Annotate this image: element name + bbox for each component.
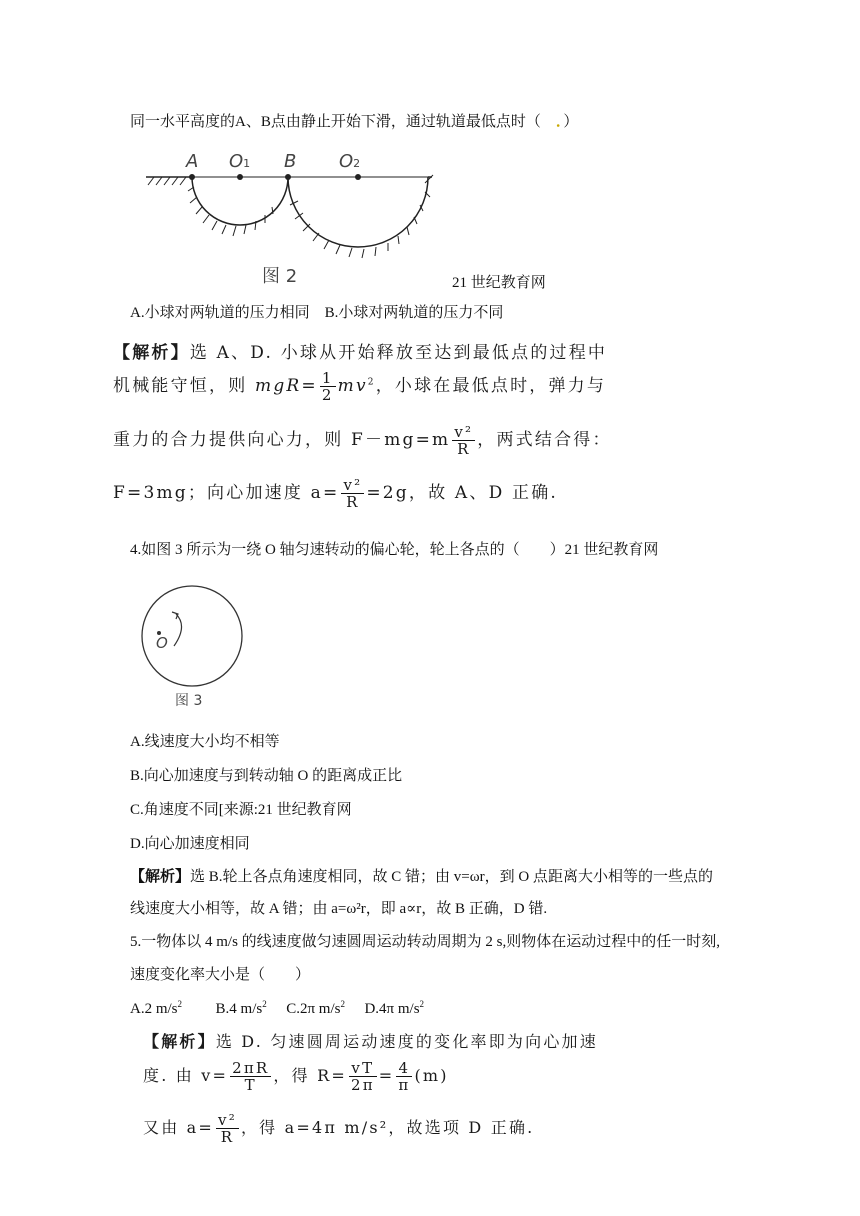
q3-frac-v2r-1-den: R bbox=[457, 440, 471, 458]
q5-analysis-line2 bbox=[143, 1060, 449, 1093]
q3-frac-half bbox=[320, 370, 336, 403]
q5-frac3-num: 4 bbox=[396, 1060, 412, 1077]
q5-frac1-num: 2πR bbox=[232, 1059, 270, 1077]
q3-stem-text: 同一水平高度的A、B点由静止开始下滑，通过轨道最低点时（ bbox=[130, 114, 556, 130]
q5-option-d bbox=[364, 1001, 424, 1017]
q3-analysis-line1 bbox=[113, 338, 607, 363]
q3-analysis-l4a: F=3mg；向心加速度 a= bbox=[113, 483, 340, 503]
q5-frac4-num: v² bbox=[218, 1111, 237, 1129]
q5-analysis-l1: 选 D. 匀速圆周运动速度的变化率即为向心加速 bbox=[215, 1032, 598, 1051]
q4-analysis-tag: 【解析】 bbox=[130, 869, 191, 885]
label-o2-sub: 2 bbox=[353, 157, 361, 170]
q4-option-d: D.向心加速度相同 bbox=[130, 836, 250, 852]
q4-option-a: A.线速度大小均不相等 bbox=[130, 734, 280, 750]
q3-analysis-l3b: ，两式结合得： bbox=[477, 430, 612, 450]
q5-stem-line2: 速度变化率大小是（ ） bbox=[130, 967, 311, 983]
q5-analysis-l3b: ，得 a=4π m/s²，故选项 D 正确. bbox=[240, 1118, 535, 1137]
q5-analysis-line1 bbox=[143, 1029, 598, 1052]
q5-option-c-sup: 2 bbox=[340, 999, 345, 1009]
q5-option-d-sup: 2 bbox=[419, 999, 425, 1009]
q3-analysis-tag: 【解析】 bbox=[113, 343, 190, 363]
q5-analysis-tag: 【解析】 bbox=[143, 1032, 216, 1051]
q4-stem: 4.如图 3 所示为一绕 O 轴匀速转动的偏心轮，轮上各点的（ ）21 世纪教育网 bbox=[130, 542, 659, 558]
q5-analysis-l2a: 度. 由 v= bbox=[143, 1066, 229, 1085]
label-o1-sub: 1 bbox=[243, 157, 251, 170]
q3-analysis-mv: mv bbox=[337, 376, 368, 396]
q5-frac1-den: T bbox=[244, 1076, 257, 1094]
q3-frac-v2r-2 bbox=[341, 477, 364, 510]
q5-option-d-text: D.4π m/s bbox=[364, 1001, 420, 1017]
q5-stem-line1: 5.一物体以 4 m/s 的线速度做匀速圆周运动转动周期为 2 s,则物体在运动过程中的任一时刻, bbox=[130, 934, 721, 950]
q3-analysis-l1: 选 A、D. 小球从开始释放至达到最低点的过程中 bbox=[189, 343, 608, 363]
label-o2 bbox=[339, 151, 360, 172]
label-o2-letter: O bbox=[339, 151, 354, 172]
q5-analysis-l2c: = bbox=[378, 1066, 395, 1085]
q5-option-b bbox=[216, 1001, 267, 1017]
q5-options bbox=[130, 999, 424, 1019]
q5-frac2-num: vT bbox=[349, 1060, 377, 1077]
q3-stem-dot: ． bbox=[555, 114, 564, 130]
q3-frac-half-den: 2 bbox=[321, 386, 334, 404]
figure-2-caption: 图 2 bbox=[262, 266, 298, 287]
label-o1 bbox=[229, 151, 250, 172]
q5-analysis-l2b: ，得 R= bbox=[273, 1066, 347, 1085]
q4-analysis-line2: 线速度大小相等，故 A 错；由 a=ω²r，即 a∝r，故 B 正确，D 错. bbox=[130, 901, 548, 917]
q5-frac-vt-2pi bbox=[349, 1060, 377, 1093]
q3-analysis-sup: 2 bbox=[367, 377, 376, 388]
q5-analysis-l2d: (m) bbox=[414, 1066, 449, 1085]
q3-frac-v2r-2-num: v² bbox=[343, 476, 363, 494]
q5-frac-2pir-t bbox=[230, 1060, 271, 1093]
q3-analysis-line3 bbox=[113, 424, 612, 457]
figure-3-wheel bbox=[138, 584, 250, 696]
q5-option-a-sup: 2 bbox=[177, 999, 183, 1009]
q4-analysis-l1: 选 B.轮上各点角速度相同，故 C 错；由 v=ωr，到 O 点距离大小相等的一些点的 bbox=[190, 869, 713, 885]
q5-analysis-l3a: 又由 a= bbox=[143, 1118, 215, 1137]
watermark-text: 21 世纪教育网 bbox=[452, 275, 546, 291]
q5-analysis-line3 bbox=[143, 1112, 534, 1145]
q4-analysis-line1 bbox=[130, 867, 713, 887]
q3-analysis-line4 bbox=[113, 477, 558, 510]
label-a: A bbox=[186, 151, 199, 172]
q3-stem bbox=[130, 112, 578, 132]
q5-frac4-den: R bbox=[220, 1128, 235, 1146]
q5-option-c-text: C.2π m/s bbox=[286, 1001, 341, 1017]
q5-frac-v2r bbox=[216, 1112, 239, 1145]
label-o1-letter: O bbox=[229, 151, 244, 172]
q3-frac-v2r-1-num: v² bbox=[454, 423, 474, 441]
q5-frac2-den: 2π bbox=[350, 1076, 375, 1094]
q3-frac-v2r-1 bbox=[452, 424, 475, 457]
q4-option-c: C.角速度不同[来源:21 世纪教育网 bbox=[130, 802, 352, 818]
q5-option-c bbox=[286, 1001, 345, 1017]
q5-option-a bbox=[130, 1001, 182, 1017]
q4-option-b: B.向心加速度与到转动轴 O 的距离成正比 bbox=[130, 768, 403, 784]
q5-frac3-den: π bbox=[398, 1076, 411, 1094]
q3-frac-half-num: 1 bbox=[321, 369, 334, 387]
q5-option-a-text: A.2 m/s bbox=[130, 1001, 178, 1017]
q3-analysis-l3a: 重力的合力提供向心力，则 F－mg=m bbox=[113, 430, 451, 450]
q5-option-b-sup: 2 bbox=[262, 999, 267, 1009]
q3-analysis-l2a: 机械能守恒，则 bbox=[113, 376, 248, 396]
q3-analysis-line2 bbox=[113, 370, 606, 403]
q3-options: A.小球对两轨道的压力相同 B.小球对两轨道的压力不同 bbox=[130, 305, 504, 321]
q3-analysis-eq1: mgR= bbox=[255, 376, 318, 396]
label-b: B bbox=[284, 151, 297, 172]
q3-frac-v2r-2-den: R bbox=[346, 493, 360, 511]
figure-3-caption: 图 3 bbox=[175, 693, 203, 709]
label-o-axis: O bbox=[156, 634, 168, 652]
q5-option-b-text: B.4 m/s bbox=[215, 1001, 263, 1017]
q3-analysis-l4b: =2g，故 A、D 正确. bbox=[366, 483, 559, 503]
q3-analysis-l2b: ，小球在最低点时，弹力与 bbox=[375, 376, 607, 396]
q3-stem-end: ） bbox=[563, 114, 579, 130]
q5-frac-4-pi bbox=[396, 1060, 412, 1093]
